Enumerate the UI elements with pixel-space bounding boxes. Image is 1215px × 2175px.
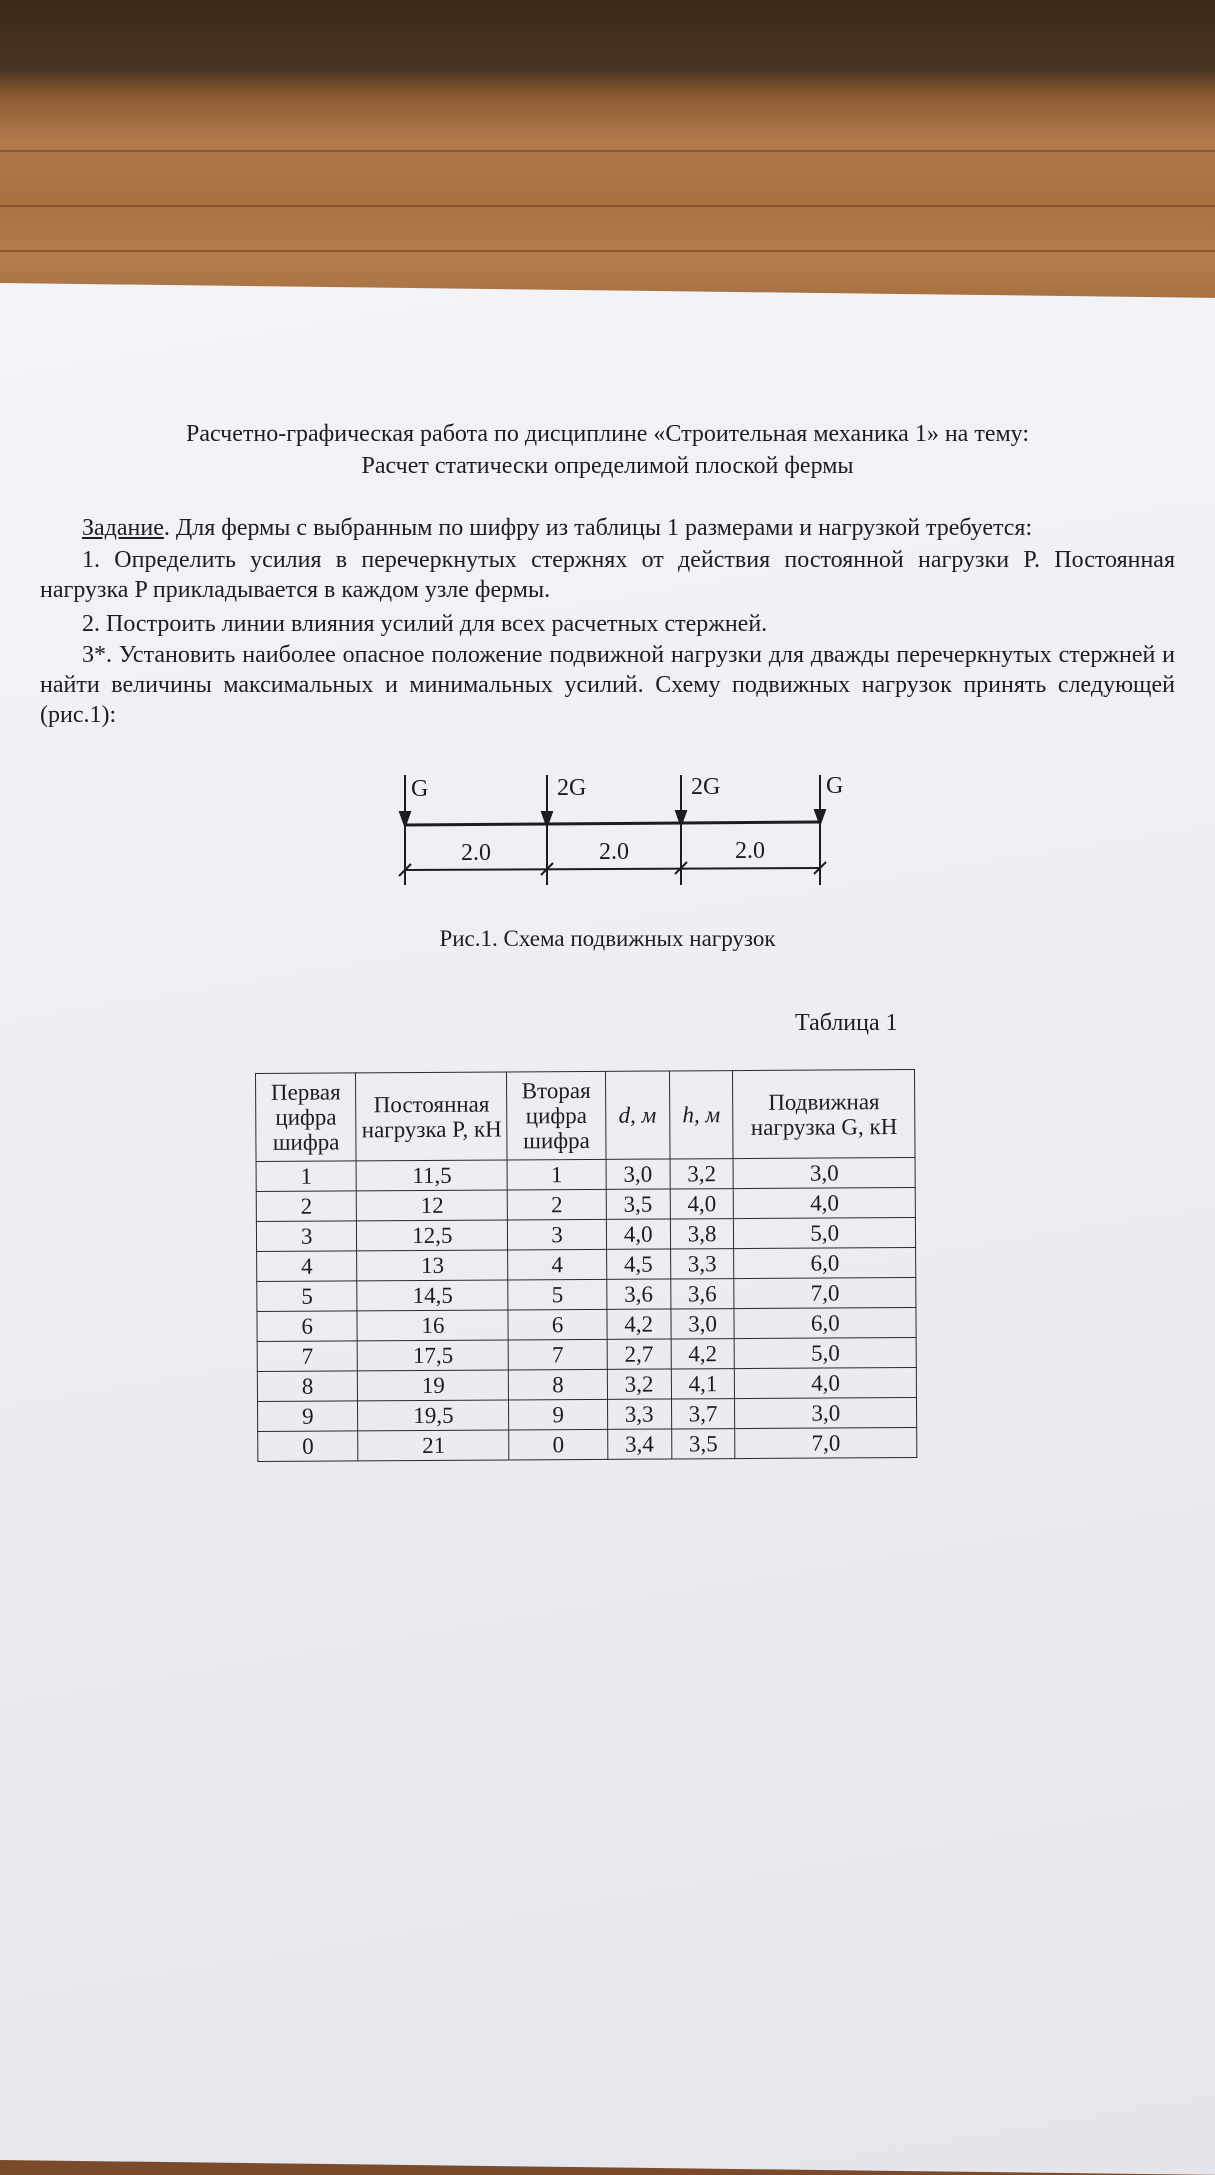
table-caption: Таблица 1: [795, 1010, 898, 1036]
load-label: 2G: [557, 775, 587, 801]
load-label: G: [411, 776, 429, 802]
table-cell: 4,1: [671, 1369, 735, 1399]
table-cell: 8: [257, 1371, 358, 1402]
table-header-cell: Постоянная нагрузка P, кН: [356, 1072, 508, 1161]
task-item-3: 3*. Установить наиболее опасное положение подвижной нагрузки для дважды перечеркнутых стержней и найти величины максимальных и минимальных усилий. Схему подвижных нагрузок принять следующей (рис.1):: [40, 642, 1175, 728]
table-cell: 3,2: [670, 1159, 734, 1189]
table-cell: 8: [509, 1369, 608, 1400]
table-cell: 17,5: [357, 1340, 508, 1371]
load-label: G: [826, 773, 844, 799]
table-cell: 6,0: [734, 1247, 916, 1278]
table-cell: 3,2: [607, 1369, 671, 1399]
table-cell: 3: [508, 1219, 607, 1250]
table-row: [257, 1277, 916, 1311]
table-cell: 3,6: [670, 1279, 734, 1309]
table-cell: 3,5: [606, 1189, 670, 1219]
task-label: Задание: [82, 515, 164, 541]
table-cell: 19,5: [358, 1400, 509, 1431]
table-cell: 3,5: [671, 1429, 735, 1459]
table-cell: 3,0: [734, 1157, 916, 1188]
table-cell: 7,0: [735, 1427, 917, 1458]
table-row: [257, 1337, 916, 1371]
table-cell: 16: [357, 1310, 508, 1341]
table-cell: 13: [357, 1250, 508, 1281]
document-title-line-2: Расчет статически определимой плоской фермы: [361, 453, 854, 479]
table-header-row: [256, 1069, 916, 1161]
table-row: [256, 1217, 915, 1251]
table-cell: 14,5: [357, 1280, 508, 1311]
table-cell: 6: [508, 1309, 607, 1340]
table-cell: 5: [257, 1281, 358, 1312]
table-cell: 4,0: [735, 1367, 917, 1398]
table-cell: 4,2: [607, 1309, 671, 1339]
table-cell: 3,0: [606, 1159, 670, 1189]
table-cell: 19: [358, 1370, 509, 1401]
load-label: 2G: [691, 774, 721, 800]
table-cell: 2: [508, 1189, 607, 1220]
dimension-line: [405, 868, 820, 870]
table-cell: 7,0: [734, 1277, 916, 1308]
table-cell: 1: [507, 1159, 606, 1190]
table-row: [258, 1427, 917, 1461]
table-cell: 12,5: [357, 1220, 508, 1251]
table-cell: 6,0: [734, 1307, 916, 1338]
table-cell: 5,0: [735, 1337, 917, 1368]
table-cell: 4,0: [734, 1187, 916, 1218]
table-row: [258, 1397, 917, 1431]
table-cell: 4,0: [670, 1189, 734, 1219]
task-item-2: 2. Построить линии влияния усилий для всех расчетных стержней.: [82, 611, 768, 637]
table-cell: 3,3: [670, 1249, 734, 1279]
table-cell: 3,7: [671, 1399, 735, 1429]
table-cell: 7: [509, 1339, 608, 1370]
table-cell: 3,8: [670, 1219, 734, 1249]
parameters-table: [255, 1069, 917, 1462]
table-cell: 3,4: [607, 1429, 671, 1459]
table-row: [257, 1247, 916, 1281]
table-cell: 3,0: [671, 1309, 735, 1339]
table-cell: 5,0: [734, 1217, 916, 1248]
table-cell: 9: [258, 1401, 359, 1432]
table-cell: 4,0: [606, 1219, 670, 1249]
table-row: [256, 1157, 915, 1191]
table-header-cell: Подвижная нагрузка G, кН: [733, 1069, 915, 1158]
table-cell: 5: [508, 1279, 607, 1310]
table-cell: 0: [509, 1429, 608, 1460]
table-cell: 7: [257, 1341, 358, 1372]
table-header-cell: Вторая цифра шифра: [507, 1071, 606, 1160]
figure-caption: Рис.1. Схема подвижных нагрузок: [439, 926, 776, 951]
document-title-line-1: Расчетно-графическая работа по дисциплине «Строительная механика 1» на тему:: [185, 421, 1030, 447]
table-row: [257, 1367, 916, 1401]
table-cell: 9: [509, 1399, 608, 1430]
moving-load-scheme-figure: [0, 760, 1215, 920]
table-header-cell: Первая цифра шифра: [256, 1073, 357, 1162]
task-intro-text: . Для фермы с выбранным по шифру из таблицы 1 размерами и нагрузкой требуется:: [163, 515, 1033, 541]
table-cell: 4,2: [671, 1339, 735, 1369]
table-row: [256, 1187, 915, 1221]
table-cell: 4,5: [606, 1249, 670, 1279]
table-cell: 2,7: [607, 1339, 671, 1369]
table-cell: 21: [358, 1430, 509, 1461]
table-row: [257, 1307, 916, 1341]
table-cell: 1: [256, 1161, 357, 1192]
span-label: 2.0: [599, 839, 629, 865]
table-cell: 2: [256, 1191, 357, 1222]
table-cell: 0: [258, 1431, 359, 1462]
span-label: 2.0: [735, 838, 765, 864]
table-header-cell: d, м: [605, 1071, 669, 1159]
task-item-1: 1. Определить усилия в перечеркнутых стержнях от действия постоянной нагрузки P. Постоянная нагрузка P прикладывается в каждом узле фермы.: [40, 547, 1175, 603]
span-label: 2.0: [461, 840, 491, 866]
table-cell: 11,5: [356, 1160, 507, 1191]
table-cell: 6: [257, 1311, 358, 1342]
table-cell: 3,0: [735, 1397, 917, 1428]
table-header-cell: h, м: [669, 1071, 733, 1159]
load-beam-top: [405, 822, 820, 825]
task-intro: [40, 513, 1215, 543]
table-cell: 3,3: [607, 1399, 671, 1429]
table-cell: 4: [257, 1251, 358, 1282]
table-cell: 3,6: [607, 1279, 671, 1309]
table-cell: 12: [357, 1190, 508, 1221]
table-cell: 4: [508, 1249, 607, 1280]
table-cell: 3: [256, 1221, 357, 1252]
